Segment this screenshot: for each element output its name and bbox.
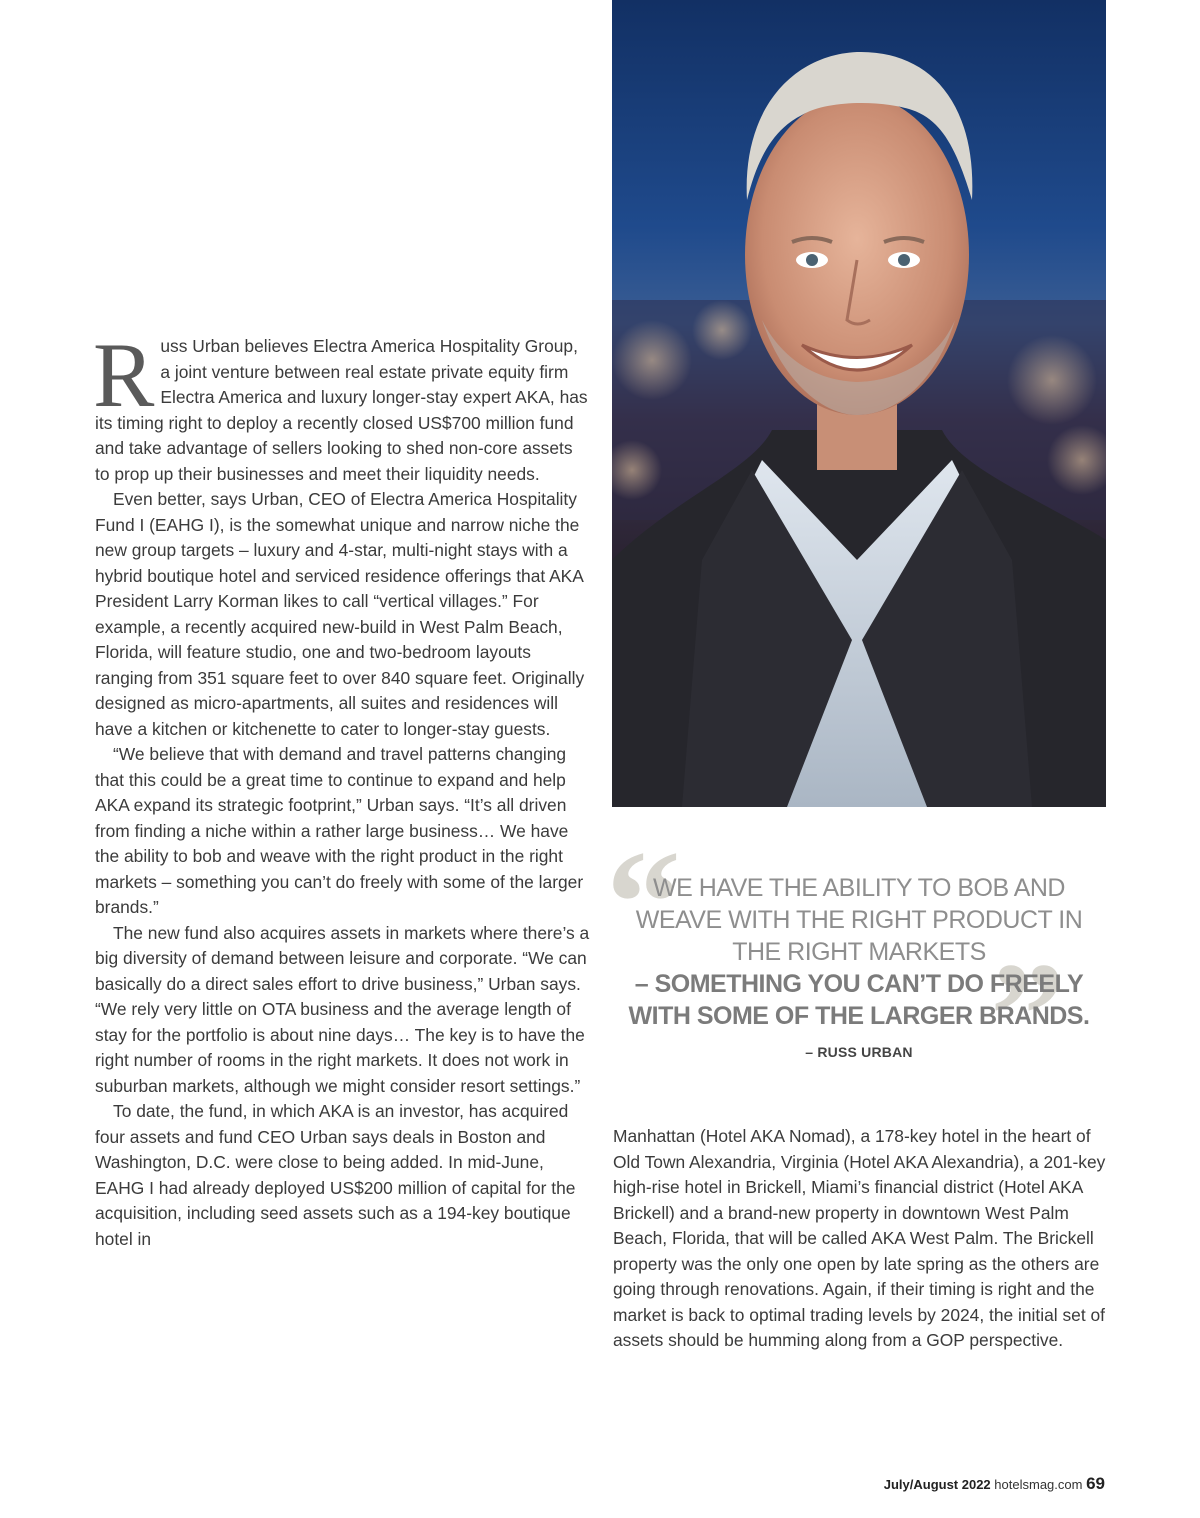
paragraph-1 [93,324,591,487]
pull-quote [606,820,1106,1098]
paragraph-3: “We believe that with demand and travel patterns changing that this could be a great time to continue to expand and help AKA expand its strategic footprint,” Urban says. “It’s all driven from finding a niche within a rather large business… We have the ability to bob and weave with the right product in the right markets – something you can’t do freely with some of the larger brands.” [95,744,584,917]
portrait-illustration [612,0,1106,807]
open-quote-mark-icon: “ [606,820,681,986]
paragraph-6: Manhattan (Hotel AKA Nomad), a 178-key hotel in the heart of Old Town Alexandria, Virginia (Hotel AKA Alexandria), a 201-key high-rise hotel in Brickell, Miami’s financial district (Hotel AKA Brickell) and a brand-new property in downtown West Palm Beach, Florida, that will be called AKA West Palm. The Brickell property was the only one open by late spring as the others are going through renovations. Again, if their timing is right and the market is back to optimal trading levels by 2024, the initial set of assets should be humming along from a GOP perspective. [613,1126,1106,1350]
drop-cap: R [93,324,155,426]
portrait-photo [612,0,1106,807]
pull-quote-bold-text: – SOMETHING YOU CAN’T DO FREELY WITH SOME OF THE LARGER BRANDS. [628,970,1090,1030]
pull-quote-light-text: WE HAVE THE ABILITY TO BOB AND WEAVE WITH THE RIGHT PRODUCT IN THE RIGHT MARKETS [635,874,1083,966]
paragraph-1-text: uss Urban believes Electra America Hospitality Group, a joint venture between real estate private equity firm Electra America and luxury longer-stay expert AKA, has its timing right to deploy a recently closed US$700 million fund and take advantage of sellers looking to shed non-core assets to prop up their businesses and meet their liquidity needs. [95,336,588,484]
pull-quote-attribution: – RUSS URBAN [805,1044,913,1060]
page-number: 69 [1086,1474,1105,1493]
pull-quote-text [612,840,1106,1032]
page-footer [884,1474,1105,1494]
paragraph-4: The new fund also acquires assets in markets where there’s a big diversity of demand between leisure and corporate. “We can basically do a direct sales effort to drive business,” Urban says. “We rely very little on OTA business and the average length of stay for the portfolio is about nine days… The key is to have the right number of rooms in the right markets. It does not work in suburban markets, although we might consider resort settings.” [95,922,590,1096]
paragraph-2: Even better, says Urban, CEO of Electra America Hospitality Fund I (EAHG I), is the somewhat unique and narrow niche the new group targets – luxury and 4-star, multi-night stays with a hybrid boutique hotel and serviced residence offerings that AKA President Larry Korman likes to call “vertical villages.” For example, a recently acquired new-build in West Palm Beach, Florida, will feature studio, one and two-bedroom layouts ranging from 351 square feet to over 840 square feet. Originally designed as micro-apartments, all suites and residences will have a kitchen or kitchenette to cater to longer-stay guests. [95,489,585,739]
site-url: hotelsmag.com [994,1477,1083,1492]
paragraph-5: To date, the fund, in which AKA is an investor, has acquired four assets and fund CEO Urban says deals in Boston and Washington, D.C. were close to being added. In mid-June, EAHG I had already deployed US$200 million of capital for the acquisition, including seed assets such as a 194-key boutique hotel in [95,1101,576,1249]
article-column-left [93,324,591,1252]
issue-date: July/August 2022 [883,1477,991,1492]
article-column-right [613,1124,1107,1354]
close-quote-mark-icon: ” [990,932,1065,1098]
